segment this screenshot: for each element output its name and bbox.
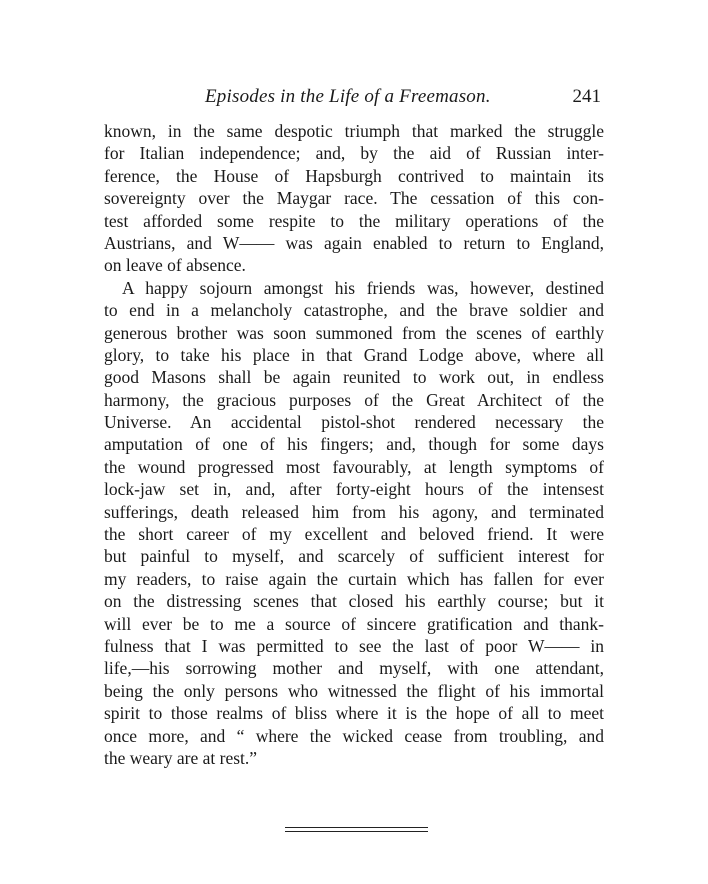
section-rule — [285, 831, 428, 832]
text-line: to end in a melancholy catastrophe, and the brave soldier and — [104, 300, 604, 321]
text-line: good Masons shall be again reunited to work out, in endless — [104, 367, 604, 388]
section-rule — [285, 827, 428, 828]
running-title: Episodes in the Life of a Freemason. — [205, 86, 491, 107]
text-line: Austrians, and W—— was again enabled to return to England, — [104, 232, 604, 253]
text-line: fulness that I was permitted to see the last of poor W—— in — [104, 635, 604, 656]
text-line: test afforded some respite to the military operations of the — [104, 210, 604, 231]
text-line: amputation of one of his fingers; and, though for some days — [104, 434, 604, 455]
text-line: the short career of my excellent and beloved friend. It were — [104, 524, 604, 545]
text-line: lock-jaw set in, and, after forty-eight hours of the intensest — [104, 479, 604, 500]
text-line: Universe. An accidental pistol-shot rendered necessary the — [104, 412, 604, 433]
text-line: A happy sojourn amongst his friends was, however, destined — [122, 277, 604, 298]
body-text — [104, 120, 604, 769]
text-line: for Italian independence; and, by the aid of Russian inter- — [104, 143, 604, 164]
text-line: my readers, to raise again the curtain which has fallen for ever — [104, 568, 604, 589]
text-line: glory, to take his place in that Grand Lodge above, where all — [104, 344, 604, 365]
text-line: spirit to those realms of bliss where it is the hope of all to meet — [104, 703, 604, 724]
text-line: the wound progressed most favourably, at length symptoms of — [104, 456, 604, 477]
text-line: but painful to myself, and scarcely of sufficient interest for — [104, 546, 604, 567]
text-line: once more, and “ where the wicked cease from troubling, and — [104, 725, 604, 746]
text-line: life,—his sorrowing mother and myself, with one attendant, — [104, 658, 604, 679]
text-line: ference, the House of Hapsburgh contrived to maintain its — [104, 165, 604, 186]
page-number: 241 — [572, 86, 601, 107]
text-line: will ever be to me a source of sincere gratification and thank- — [104, 613, 604, 634]
text-line: being the only persons who witnessed the flight of his immortal — [104, 680, 604, 701]
text-line: generous brother was soon summoned from the scenes of earthly — [104, 322, 604, 343]
text-line: on the distressing scenes that closed his earthly course; but it — [104, 591, 604, 612]
text-line: harmony, the gracious purposes of the Great Architect of the — [104, 389, 604, 410]
text-line: sovereignty over the Maygar race. The cessation of this con- — [104, 188, 604, 209]
text-line: the weary are at rest.” — [104, 747, 258, 768]
text-line: known, in the same despotic triumph that marked the struggle — [104, 121, 604, 141]
text-line: sufferings, death released him from his agony, and terminated — [104, 501, 604, 522]
text-line: on leave of absence. — [104, 255, 246, 276]
running-head — [104, 86, 604, 116]
